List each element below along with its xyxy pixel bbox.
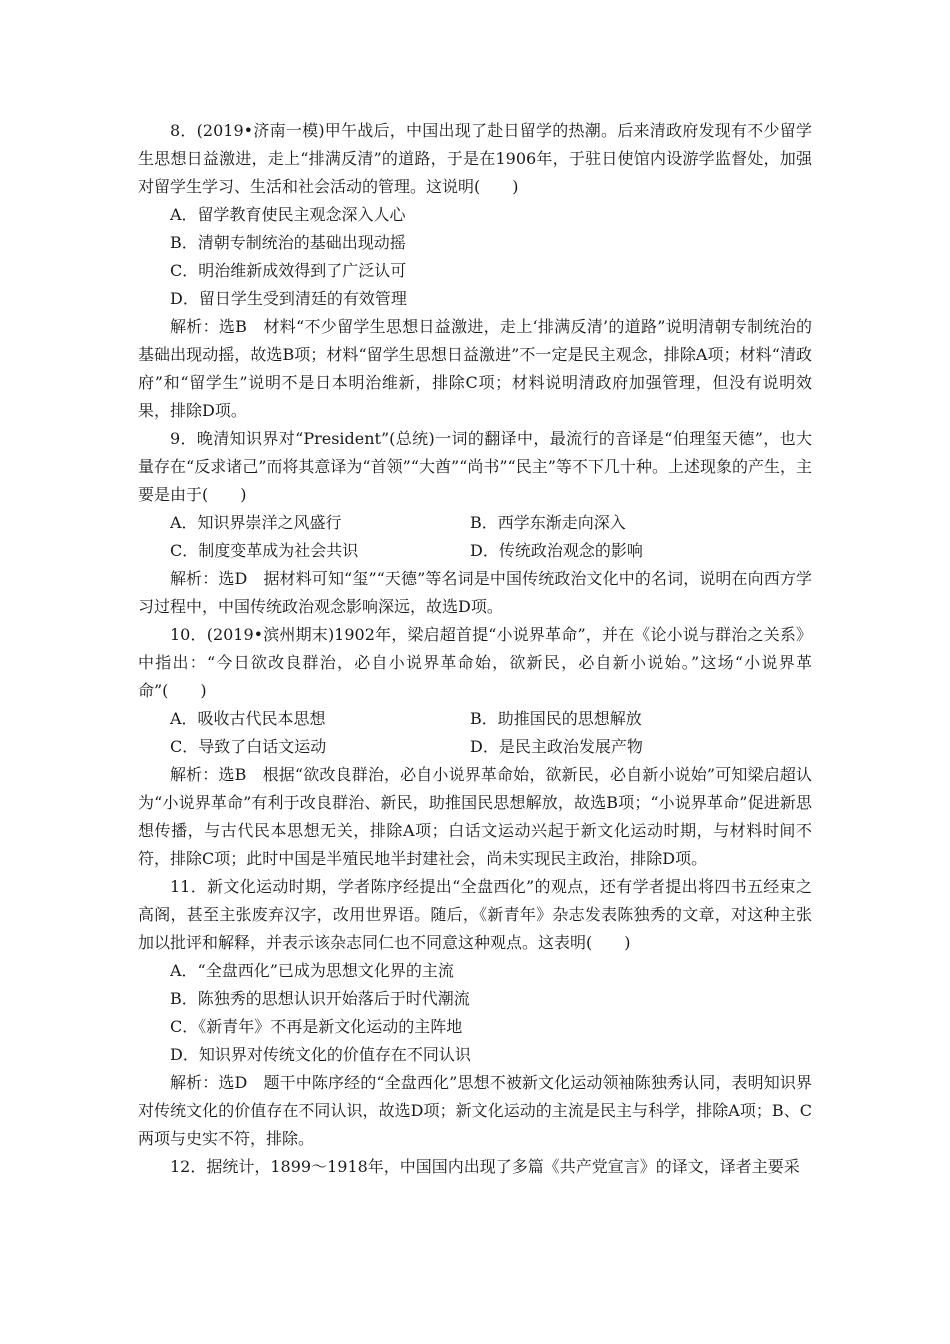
answer-analysis: 解析：选B 根据“欲改良群治，必自小说界革命始，欲新民，必自新小说始”可知梁启超认为“小说界革命”有利于改良群治、新民，助推国民思想解放，故选B项；“小说界革命”促进新思想传播，与古代民本思想无关，排除A项；白话文运动兴起于新文化运动时期，与材料时间不符，排除C项；此时中国是半殖民地半封建社会，尚未实现民主政治，排除D项。: [138, 765, 812, 868]
question-stem: 8．(2019•济南一模)甲午战后，中国出现了赴日留学的热潮。后来清政府发现有不少留学生思想日益激进，走上“排满反清”的道路，于是在1906年，于驻日使馆内设游学监督处，加强对留学生学习、生活和社会活动的管理。这说明( ): [138, 121, 812, 196]
question-stem: 9．晚清知识界对“President”(总统)一词的翻译中，最流行的音译是“伯理玺天德”，也大量存在“反求诸己”而将其意译为“首领”“大酋”“尚书”“民主”等不下几十种。上述现象的产生，主要是由于( ): [138, 429, 812, 504]
option-c: C．制度变革成为社会共识: [170, 541, 359, 560]
question-10: [138, 621, 812, 873]
question-8: [138, 117, 812, 425]
question-9: [138, 425, 812, 621]
options-row: [138, 733, 812, 761]
answer-analysis: 解析：选D 题干中陈序经的“全盘西化”思想不被新文化运动领袖陈独秀认同，表明知识界对传统文化的价值存在不同认识，故选D项；新文化运动的主流是民主与科学，排除A项；B、C两项与史实不符，排除。: [138, 1073, 812, 1148]
option-a: A．吸收古代民本思想: [170, 709, 326, 728]
option-a: A．“全盘西化”已成为思想文化界的主流: [170, 961, 454, 980]
answer-analysis: 解析：选B 材料“不少留学生思想日益激进，走上‘排满反清’的道路”说明清朝专制统治的基础出现动摇，故选B项；材料“留学生思想日益激进”不一定是民主观念，排除A项；材料“清政府”和“留学生”说明不是日本明治维新，排除C项；材料说明清政府加强管理，但没有说明效果，排除D项。: [138, 317, 812, 420]
option-b: B．助推国民的思想解放: [470, 709, 642, 728]
option-d: D．留日学生受到清廷的有效管理: [170, 289, 407, 308]
option-c: C．导致了白话文运动: [170, 737, 327, 756]
option-d: D．是民主政治发展产物: [470, 737, 643, 756]
option-c: C．《新青年》不再是新文化运动的主阵地: [170, 1017, 463, 1036]
question-11: [138, 873, 812, 1153]
option-b: B．清朝专制统治的基础出现动摇: [170, 233, 406, 252]
options-row: [138, 537, 812, 565]
question-12: [138, 1153, 812, 1181]
option-a: A．留学教育使民主观念深入人心: [170, 205, 406, 224]
question-stem: 12．据统计，1899～1918年，中国国内出现了多篇《共产党宣言》的译文，译者主要采: [170, 1157, 800, 1176]
question-stem: 11．新文化运动时期，学者陈序经提出“全盘西化”的观点，还有学者提出将四书五经束之高阁，甚至主张废弃汉字，改用世界语。随后，《新青年》杂志发表陈独秀的文章，对这种主张加以批评和解释，并表示该杂志同仁也不同意这种观点。这表明( ): [138, 877, 812, 952]
answer-analysis: 解析：选D 据材料可知“玺”“天德”等名词是中国传统政治文化中的名词，说明在向西方学习过程中，中国传统政治观念影响深远，故选D项。: [138, 569, 812, 616]
option-d: D．传统政治观念的影响: [470, 541, 643, 560]
options-row: [138, 509, 812, 537]
option-d: D．知识界对传统文化的价值存在不同认识: [170, 1045, 471, 1064]
document-page: [138, 117, 812, 1181]
option-a: A．知识界崇洋之风盛行: [170, 513, 342, 532]
question-stem: 10．(2019•滨州期末)1902年，梁启超首提“小说界革命”，并在《论小说与群治之关系》中指出：“今日欲改良群治，必自小说界革命始，欲新民，必自新小说始。”这场“小说界革命”( ): [138, 625, 812, 700]
option-c: C．明治维新成效得到了广泛认可: [170, 261, 407, 280]
option-b: B．陈独秀的思想认识开始落后于时代潮流: [170, 989, 470, 1008]
option-b: B．西学东渐走向深入: [470, 513, 626, 532]
options-row: [138, 705, 812, 733]
